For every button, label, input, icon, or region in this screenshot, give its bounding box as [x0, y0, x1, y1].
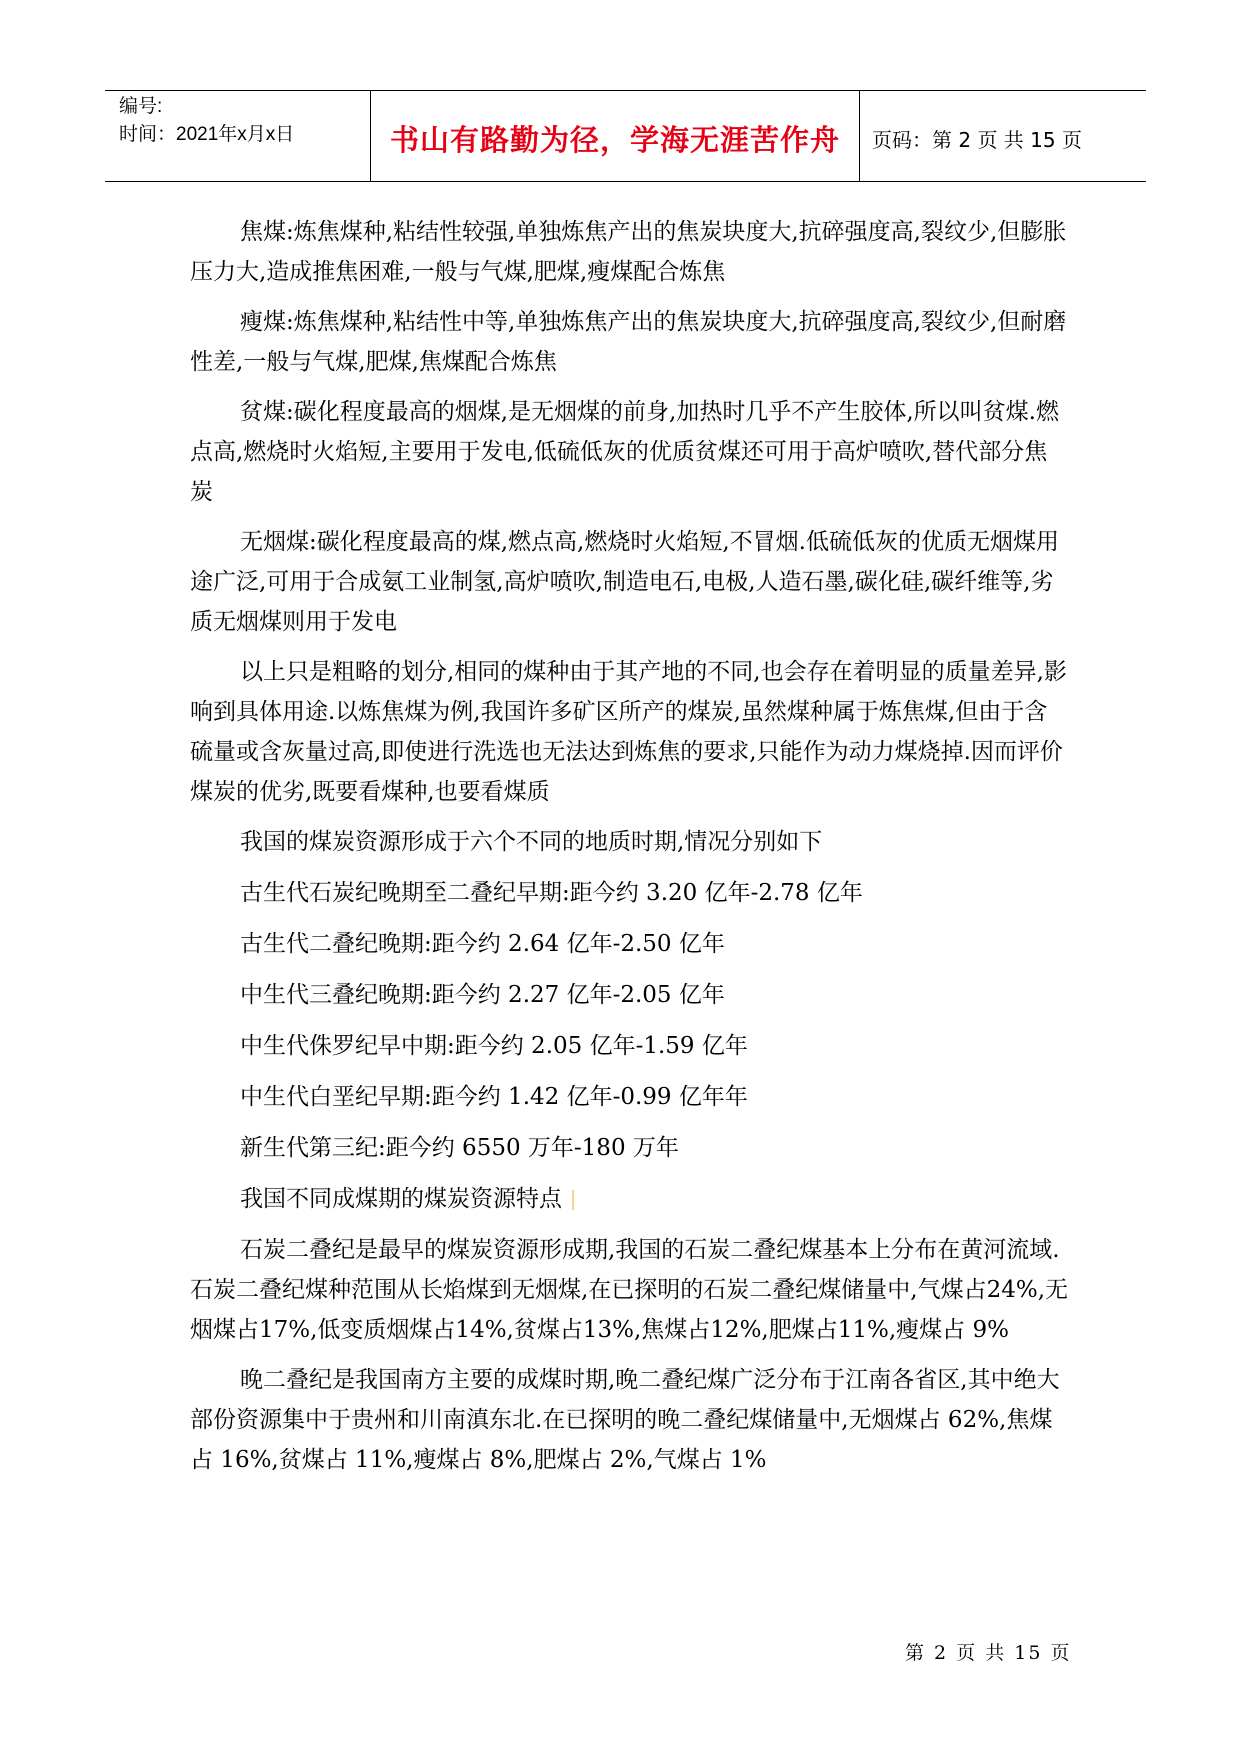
- text-line: 中生代白垩纪早期:距今约 1.42 亿年-0.99 亿年年: [240, 1084, 748, 1110]
- paragraph: 以上只是粗略的划分,相同的煤种由于其产地的不同,也会存在着明显的质量差异,影响到具体用途.以炼焦煤为例,我国许多矿区所产的煤炭,虽然煤种属于炼焦煤,但由于含硫量或含灰量过高,即使进行洗选也无法达到炼焦的要求,只能作为动力煤烧掉.因而评价煤炭的优劣,既要看煤种,也要看煤质: [190, 659, 1067, 805]
- text-line: 中生代三叠纪晚期:距今约 2.27 亿年-2.05 亿年: [240, 982, 725, 1008]
- text-line: 我国的煤炭资源形成于六个不同的地质时期,情况分别如下: [240, 829, 823, 855]
- text-cursor-mark: [572, 1190, 582, 1210]
- header-divider-right: [859, 91, 860, 181]
- paragraph: 无烟煤:碳化程度最高的煤,燃点高,燃烧时火焰短,不冒烟.低硫低灰的优质无烟煤用途广泛,可用于合成氨工业制氢,高炉喷吹,制造电石,电极,人造石墨,碳化硅,碳纤维等,劣质无烟煤则用于发电: [190, 529, 1059, 635]
- header-page-label: 页码：第 2 页 共 15 页: [872, 128, 1082, 152]
- document-body: [190, 212, 1070, 1490]
- paragraph: 焦煤:炼焦煤种,粘结性较强,单独炼焦产出的焦炭块度大,抗碎强度高,裂纹少,但膨胀压力大,造成推焦困难,一般与气煤,肥煤,瘦煤配合炼焦: [190, 219, 1067, 285]
- paragraph: 贫煤:碳化程度最高的烟煤,是无烟煤的前身,加热时几乎不产生胶体,所以叫贫煤.燃点高,燃烧时火焰短,主要用于发电,低硫低灰的优质贫煤还可用于高炉喷吹,替代部分焦炭: [190, 399, 1059, 505]
- paragraph: 瘦煤:炼焦煤种,粘结性中等,单独炼焦产出的焦炭块度大,抗碎强度高,裂纹少,但耐磨性差,一般与气煤,肥煤,焦煤配合炼焦: [190, 309, 1067, 375]
- paragraph: 石炭二叠纪是最早的煤炭资源形成期,我国的石炭二叠纪煤基本上分布在黄河流域.石炭二叠纪煤种范围从长焰煤到无烟煤,在已探明的石炭二叠纪煤储量中,气煤占24%,无烟煤占17%,低变质烟煤占14%,贫煤占13%,焦煤占12%,肥煤占11%,瘦煤占 9%: [190, 1237, 1069, 1343]
- text-line: 古生代石炭纪晚期至二叠纪早期:距今约 3.20 亿年-2.78 亿年: [240, 880, 863, 906]
- text-line: 古生代二叠纪晚期:距今约 2.64 亿年-2.50 亿年: [240, 931, 725, 957]
- paragraph: 晚二叠纪是我国南方主要的成煤时期,晚二叠纪煤广泛分布于江南各省区,其中绝大部份资源集中于贵州和川南滇东北.在已探明的晚二叠纪煤储量中,无烟煤占 62%,焦煤占 16%,贫煤占 11%,瘦煤占 8%,肥煤占 2%,气煤占 1%: [190, 1367, 1060, 1473]
- text-line: 中生代侏罗纪早中期:距今约 2.05 亿年-1.59 亿年: [240, 1033, 748, 1059]
- footer-page-number: 第 2 页 共 15 页: [905, 1642, 1072, 1664]
- header-top-rule: [105, 90, 1146, 91]
- header-motto: 书山有路勤为径，学海无涯苦作舟: [389, 123, 840, 157]
- section-heading-text: 我国不同成煤期的煤炭资源特点: [240, 1186, 562, 1212]
- text-line: 新生代第三纪:距今约 6550 万年-180 万年: [240, 1135, 679, 1161]
- number-label: 编号:: [119, 96, 163, 117]
- header-meta: [119, 93, 294, 149]
- header-bottom-rule: [105, 181, 1146, 182]
- time-label: 时间：2021年x月x日: [119, 124, 295, 145]
- section-heading-line: [190, 1179, 1070, 1219]
